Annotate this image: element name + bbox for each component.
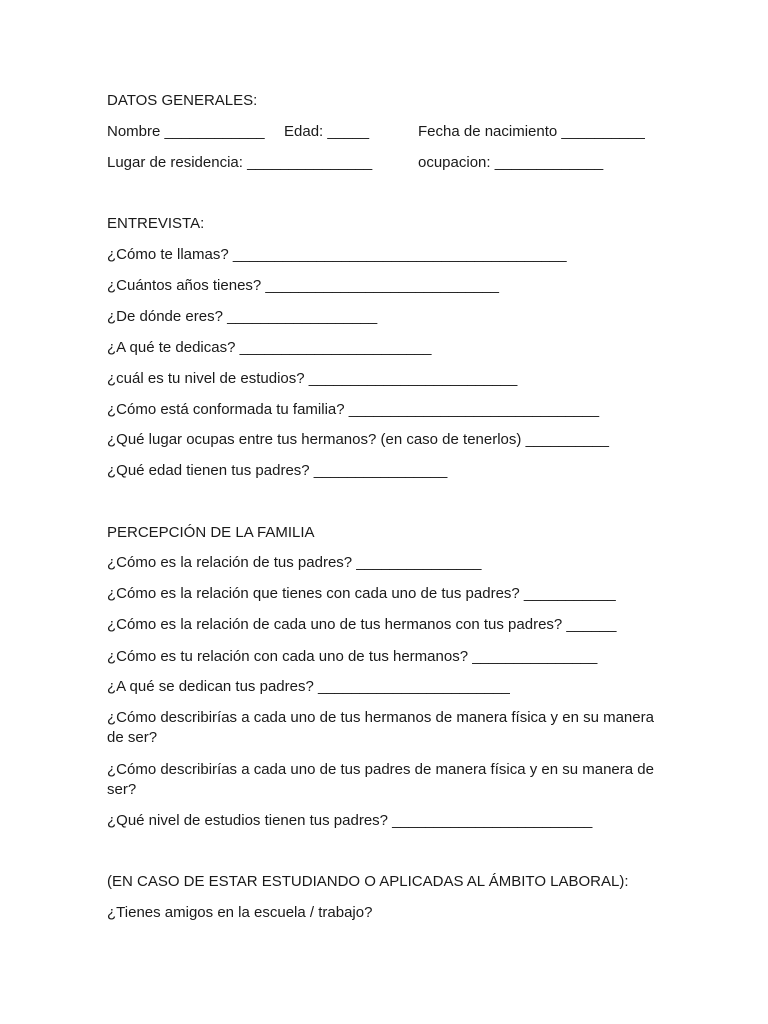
section-heading-entrevista: ENTREVISTA: — [107, 215, 205, 232]
question-percepcion: ¿Cómo es la relación que tienes con cada uno de tus padres? ___________ — [107, 585, 616, 602]
question-percepcion: ¿Cómo describirías a cada uno de tus hermanos de manera física y en su manera de ser? — [107, 709, 654, 746]
question-percepcion: ¿A qué se dedican tus padres? _______________________ — [107, 678, 510, 695]
section-heading-datos-generales: DATOS GENERALES: — [107, 92, 258, 109]
field-nombre: Nombre ____________ — [107, 123, 265, 140]
question-ambito-laboral: ¿Tienes amigos en la escuela / trabajo? — [107, 904, 373, 921]
question-percepcion: ¿Cómo es la relación de tus padres? _______________ — [107, 554, 482, 571]
question-entrevista: ¿Cómo está conformada tu familia? ______________________________ — [107, 401, 600, 418]
field-fecha-nacimiento: Fecha de nacimiento __________ — [418, 123, 645, 140]
question-entrevista: ¿Cuántos años tienes? ____________________________ — [107, 277, 500, 294]
question-percepcion: ¿Qué nivel de estudios tienen tus padres? ________________________ — [107, 812, 593, 829]
section-heading-ambito-laboral: (EN CASO DE ESTAR ESTUDIANDO O APLICADAS AL ÁMBITO LABORAL): — [107, 873, 629, 890]
question-entrevista: ¿A qué te dedicas? _______________________ — [107, 339, 432, 356]
field-edad: Edad: _____ — [284, 123, 370, 140]
question-percepcion: ¿Cómo es tu relación con cada uno de tus hermanos? _______________ — [107, 648, 598, 665]
question-entrevista: ¿De dónde eres? __________________ — [107, 308, 378, 325]
question-entrevista: ¿Qué edad tienen tus padres? ________________ — [107, 462, 448, 479]
field-lugar-residencia: Lugar de residencia: _______________ — [107, 154, 373, 171]
question-entrevista: ¿cuál es tu nivel de estudios? _________________________ — [107, 370, 518, 387]
question-percepcion: ¿Cómo describirías a cada uno de tus padres de manera física y en su manera de ser? — [107, 761, 654, 798]
question-percepcion: ¿Cómo es la relación de cada uno de tus hermanos con tus padres? ______ — [107, 616, 617, 633]
question-entrevista: ¿Cómo te llamas? ________________________________________ — [107, 246, 567, 263]
field-ocupacion: ocupacion: _____________ — [418, 154, 604, 171]
question-entrevista: ¿Qué lugar ocupas entre tus hermanos? (en caso de tenerlos) __________ — [107, 431, 609, 448]
section-heading-percepcion-familia: PERCEPCIÓN DE LA FAMILIA — [107, 524, 315, 541]
